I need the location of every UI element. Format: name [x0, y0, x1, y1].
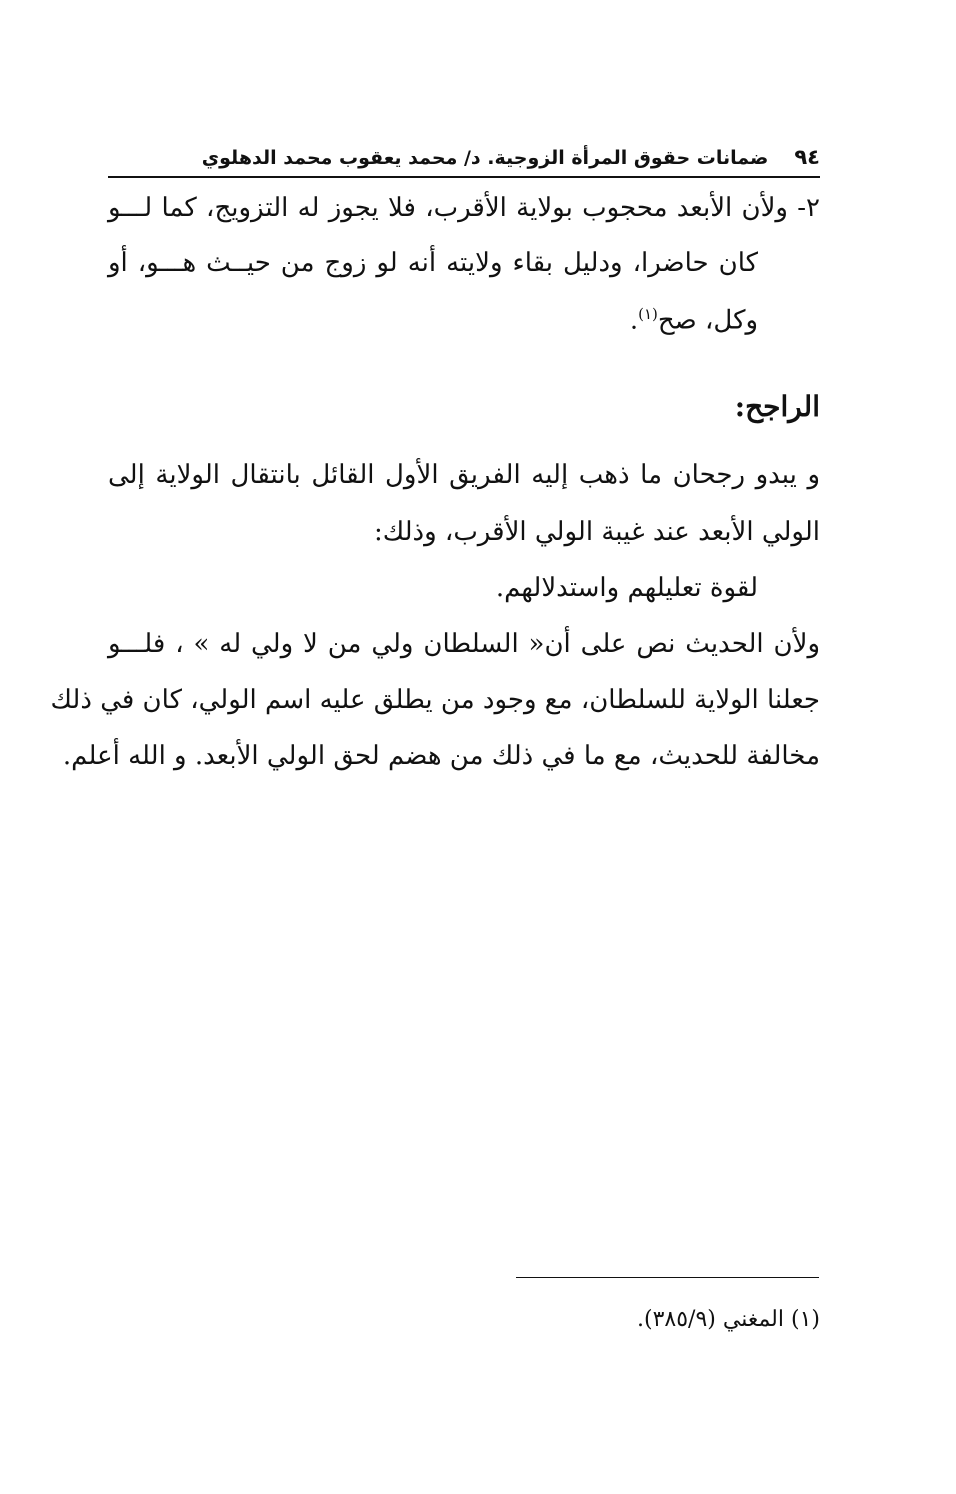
item-2-line-3 [108, 305, 820, 336]
item-2-line-2: كان حاضرا، ودليل بقاء ولايته أنه لو زوج من حيــث هـــو، أو [108, 248, 758, 278]
running-header [108, 142, 820, 178]
section-heading: الراجح: [734, 390, 820, 423]
paragraph-3-line-2: جعلنا الولاية للسلطان، مع وجود من يطلق عليه اسم الولي، كان في ذلك [50, 685, 820, 715]
item-2-line-1: ٢- ولأن الأبعد محجوب بولاية الأقرب، فلا يجوز له التزويج، كما لـــو [108, 193, 820, 223]
footnote-reference: (١) [638, 305, 658, 323]
paragraph-1-line-2: الولي الأبعد عند غيبة الولي الأقرب، وذلك: [373, 517, 820, 547]
running-title: ضمانات حقوق المرأة الزوجية. د/ محمد يعقوب محمد الدهلوي [201, 147, 769, 169]
page-number: ٩٤ [794, 145, 820, 169]
item-2-line-3-text: وكل، صح [657, 305, 758, 336]
paragraph-2: لقوة تعليلهم واستدلالهم. [495, 573, 758, 603]
item-2-line-3-end: . [629, 305, 639, 336]
footnote: (١) المغني (٣٨٥/٩). [637, 1307, 820, 1332]
paragraph-1-line-1: و يبدو رجحان ما ذهب إليه الفريق الأول القائل بانتقال الولاية إلى [108, 460, 820, 490]
paragraph-3-line-1: ولأن الحديث نص على أن« السلطان ولي من لا ولي له » ، فلـــو [108, 629, 820, 659]
paragraph-3-line-3: مخالفة للحديث، مع ما في ذلك من هضم لحق الولي الأبعد. و الله أعلم. [62, 741, 820, 771]
footnote-separator [516, 1277, 819, 1278]
